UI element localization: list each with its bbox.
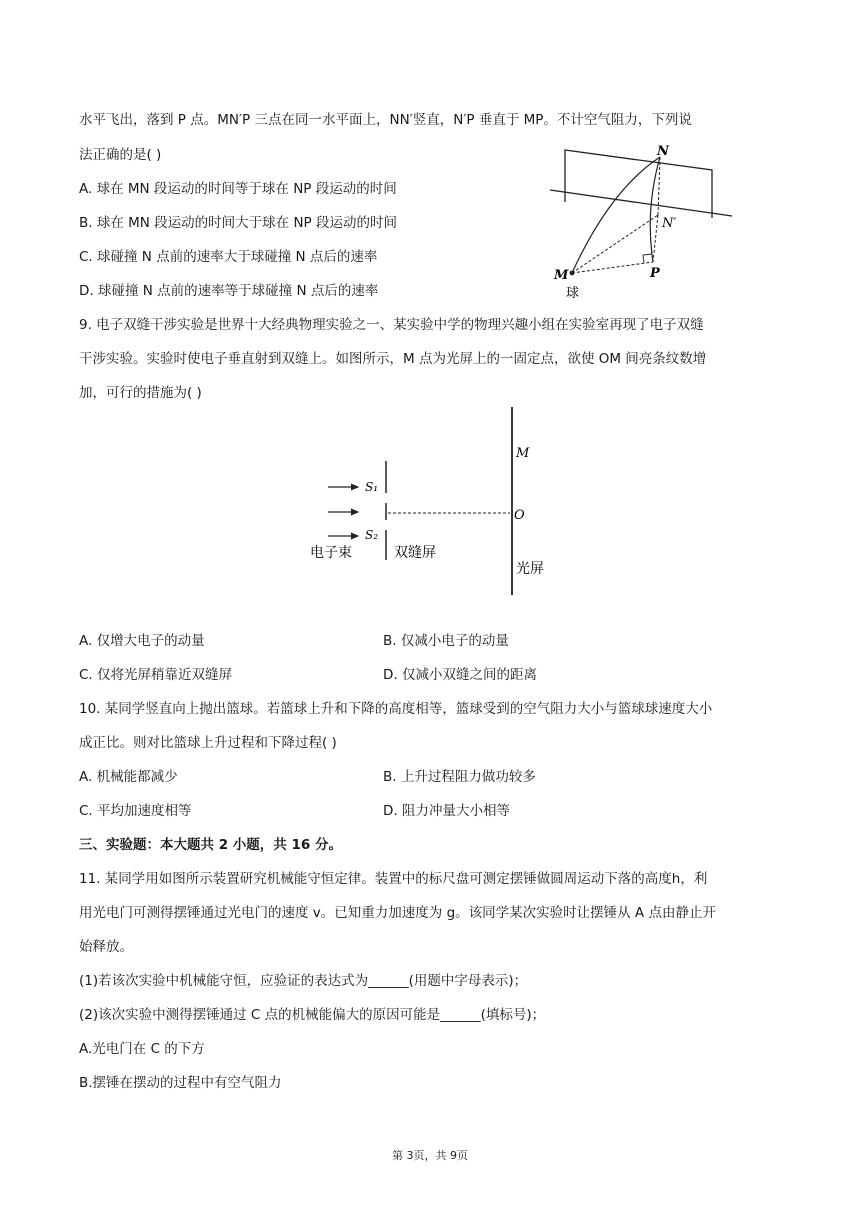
label-p: P bbox=[650, 266, 660, 281]
q10-stem-line1: 10. 某同学竖直向上抛出篮球。若篮球上升和下降的高度相等，篮球受到的空气阻力大小与篮球球速度大小 bbox=[79, 701, 713, 717]
q8-figure bbox=[540, 140, 740, 305]
label-s1: S₁ bbox=[365, 480, 379, 494]
q11-stem-line3: 始释放。 bbox=[79, 939, 133, 955]
label-double-slit: 双缝屏 bbox=[394, 545, 436, 561]
label-ball: 球 bbox=[566, 286, 580, 301]
label-electron-beam: 电子束 bbox=[310, 545, 352, 561]
label-o: O bbox=[514, 508, 525, 523]
label-s2: S₂ bbox=[365, 528, 379, 542]
q9-option-b: B. 仅减小电子的动量 bbox=[383, 633, 509, 649]
q8-option-d: D. 球碰撞 N 点前的速率等于球碰撞 N 点后的速率 bbox=[79, 283, 379, 299]
q10-option-d: D. 阻力冲量大小相等 bbox=[383, 803, 510, 819]
wall-outline bbox=[565, 150, 712, 218]
label-light-screen: 光屏 bbox=[516, 561, 544, 577]
q9-stem-line1: 9. 电子双缝干涉实验是世界十大经典物理实验之一、某实验中学的物理兴趣小组在实验室再现了电子双缝 bbox=[79, 317, 704, 333]
label-n-prime: N′ bbox=[662, 216, 677, 231]
q11-sub2: (2)该次实验中测得摆锤通过 C 点的机械能偏大的原因可能是______(填标号)； bbox=[79, 1007, 546, 1023]
n-prime-p-dashed bbox=[653, 215, 658, 262]
q8-option-c: C. 球碰撞 N 点前的速率大于球碰撞 N 点后的速率 bbox=[79, 249, 378, 265]
q10-option-c: C. 平均加速度相等 bbox=[79, 803, 192, 819]
label-n: N bbox=[657, 144, 669, 159]
q9-option-c: C. 仅将光屏稍靠近双缝屏 bbox=[79, 667, 233, 683]
q11-stem-line1: 11. 某同学用如图所示装置研究机械能守恒定律。装置中的标尺盘可测定摆锤做圆周运动下落的高度h，利 bbox=[79, 871, 708, 887]
q9-figure bbox=[300, 405, 560, 600]
page-footer: 第 3页，共 9页 bbox=[392, 1149, 468, 1162]
ground-line bbox=[550, 190, 732, 216]
q10-option-a: A. 机械能都减少 bbox=[79, 769, 178, 785]
mn-prime-dashed bbox=[572, 215, 658, 273]
label-m: M bbox=[554, 268, 569, 283]
q10-stem-line2: 成正比。则对比篮球上升过程和下降过程( ) bbox=[79, 735, 337, 751]
q8-stem-line2: 法正确的是( ) bbox=[79, 147, 162, 163]
q9-stem-line2: 干涉实验。实验时使电子垂直射到双缝上。如图所示，M 点为光屏上的一固定点，欲使 OM 间亮条纹数增 bbox=[79, 351, 707, 367]
q11-stem-line2: 用光电门可测得摆锤通过光电门的速度 v。已知重力加速度为 g。该同学某次实验时让摆锤从 A 点由静止开 bbox=[79, 905, 716, 921]
q10-option-b: B. 上升过程阻力做功较多 bbox=[383, 769, 536, 785]
right-angle-mark bbox=[643, 254, 652, 263]
section-heading: 三、实验题：本大题共 2 小题，共 16 分。 bbox=[79, 837, 342, 853]
trajectory-mn bbox=[572, 157, 660, 273]
q8-option-b: B. 球在 MN 段运动的时间大于球在 NP 段运动的时间 bbox=[79, 215, 397, 231]
q9-option-a: A. 仅增大电子的动量 bbox=[79, 633, 205, 649]
q11-choice-b: B.摆锤在摆动的过程中有空气阻力 bbox=[79, 1075, 282, 1091]
q11-sub1: (1)若该次实验中机械能守恒，应验证的表达式为______(用题中字母表示)； bbox=[79, 973, 528, 989]
q11-choice-a: A.光电门在 C 的下方 bbox=[79, 1041, 205, 1057]
q8-stem-line1: 水平飞出，落到 P 点。MN′P 三点在同一水平面上，NN′竖直，N′P 垂直于 MP。不计空气阻力，下列说 bbox=[79, 112, 692, 128]
q8-option-a: A. 球在 MN 段运动的时间等于球在 NP 段运动的时间 bbox=[79, 181, 397, 197]
q9-stem-line3: 加，可行的措施为( ) bbox=[79, 385, 202, 401]
mp-dashed bbox=[572, 262, 653, 273]
label-m: M bbox=[516, 446, 530, 461]
ball-dot bbox=[570, 271, 575, 276]
q9-option-d: D. 仅减小双缝之间的距离 bbox=[383, 667, 537, 683]
